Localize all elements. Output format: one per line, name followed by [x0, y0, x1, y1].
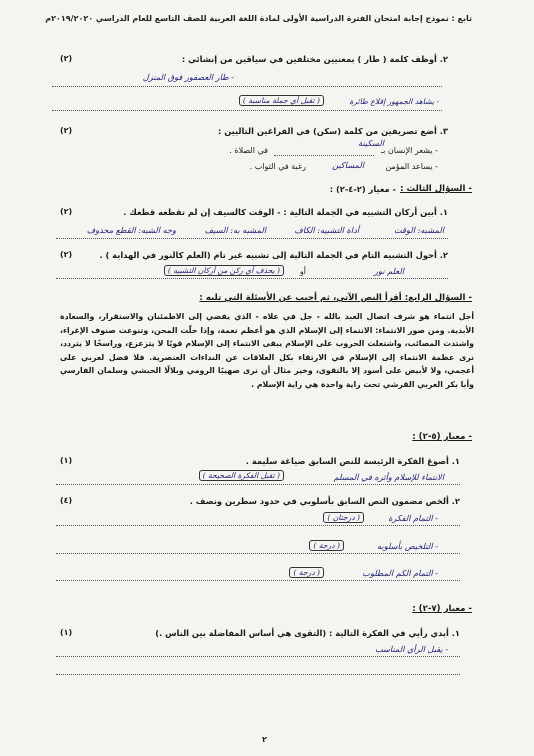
criterion-7-2-title: - معيار (٧-٢) : — [412, 604, 472, 614]
question-2-prompt: ٢. أوظف كلمة ( طار ) بمعنيين مختلفين في سياقين من إنشائي : — [181, 54, 448, 64]
answer-line — [52, 86, 442, 87]
answer-line — [56, 553, 460, 554]
page-header: تابع : نموذج إجابة امتحان الفترة الدراسية الأولى لمادة اللغة العربية للصف التاسع للعام الدراسي ٢٠١٩/٢٠٢٠م — [45, 14, 472, 23]
answer-s3-1c: المشبه به: السيف — [204, 225, 266, 235]
c52-rubric-2: - التلخيص بأسلوبه — [377, 541, 438, 551]
c52-rubric-1-grade: ( درجتان ) — [323, 512, 364, 523]
question-3-mark: (٢) — [60, 126, 73, 135]
c72-answer-1: - يقبل الرأي المناسب — [374, 644, 448, 654]
c52-rubric-1: - التمام الفكرة — [388, 513, 438, 523]
answer-line — [52, 110, 442, 111]
answer-line — [56, 484, 460, 485]
answer-s3-1d: وجه الشبه: القطع محذوف — [86, 225, 176, 235]
answer-3b: المساكين — [332, 160, 364, 170]
answer-3a: السكينة — [358, 138, 384, 148]
fill-line-1b: في الصلاة . — [229, 146, 268, 155]
c52-rubric-3-grade: ( درجة ) — [289, 567, 324, 578]
answer-2a: - طار العصفور فوق المنزل — [142, 72, 234, 82]
fill-line-2a: - يساعد المؤمن — [385, 162, 438, 171]
s3-question-1-mark: (٢) — [60, 207, 73, 216]
section-4-title: - السؤال الرابع: أقرأ النص الآتي، ثم أجيب عن الأسئلة التي تليه : — [199, 293, 472, 303]
grading-note-2: ( تقبل أي جملة مناسبة ) — [239, 95, 324, 106]
answer-line — [56, 238, 448, 239]
c52-answer-1: الانتماء للإسلام وأثره في المسلم — [333, 472, 444, 482]
answer-s3-1b: أداة التشبيه: الكاف — [294, 225, 359, 235]
c52-rubric-3: - التمام الكم المطلوب — [362, 568, 438, 578]
question-3-prompt: ٣. أضع تصريفين من كلمة (سكن) في الفراغين التاليين : — [217, 126, 448, 136]
s3-question-1: ١. أبين أركان التشبيه في الجملة التالية : - الوقت كالسيف إن لم تقطعه قطعك . — [123, 207, 448, 217]
fill-line-2b: رغبة في الثواب . — [249, 162, 306, 171]
reading-passage: أجل انتماء هو شرف اتصال العبد بالله - جل في علاه - الذي يفضي إلى الاطمئنان والاستقرار، والسعادة الأبدية. ومن صور الانتماء: الانتماء إلى الإسلام الذي هو أعظم نعمة، وإذا حلّت المحن، وتنوعت صنوف الإغراء، واشتدت المصائب، واشتعلت الحروب على الإسلام يبقى الانتماء إلى الإسلام قويًا لا يتزعزع، وراسخًا لا يتردد، نرى عظمة الانتماء إلى الإسلام في الارتقاء بكل العلاقات عن النداءات العنصرية. فلا فضل لعربي على أعجمي، ولا لأبيض على أسود إلا بالتقوى، وخير مثال أن نرى صهيبًا الرومي وبلالًا الحبشي وسلمان الفارسي وأبا بكر العربي القرشي تحت راية واحدة هي راية الإسلام . — [60, 312, 474, 389]
c52-note-1: ( تقبل الفكرة الصحيحة ) — [199, 470, 284, 481]
section-3-title: - السؤال الثالث : — [400, 184, 472, 194]
c72-question-1: ١. أبدي رأيي في الفكرة التالية : (التقوى هي أساس المفاضلة بين الناس .) — [155, 628, 460, 638]
answer-s3-2a: العلم نور — [374, 266, 404, 276]
c52-question-1: ١. أصوغ الفكرة الرئيسة للنص السابق صياغة سليمة . — [245, 456, 460, 466]
s3-question-2: ٢. أحول التشبيه التام في الجملة التالية إلى تشبيه غير تام (العلم كالنور في الهداية ) . — [99, 250, 448, 260]
criterion-5-2-title: - معيار (٥-٢) : — [412, 432, 472, 442]
question-2-mark: (٢) — [60, 54, 73, 63]
c52-question-1-mark: (١) — [60, 456, 73, 465]
answer-s3-1a: المشبه: الوقت — [394, 225, 444, 235]
answer-s3-2-or: أو — [299, 267, 306, 276]
blank-line — [274, 155, 374, 156]
page-number: ٢ — [262, 735, 267, 744]
c52-question-2: ٢. ألخص مضمون النص السابق بأسلوبي في حدود سطرين ونصف . — [189, 496, 460, 506]
fill-line-1a: - يشعر الإنسان بـ — [380, 146, 438, 155]
answer-line — [56, 674, 460, 675]
answer-line — [56, 656, 460, 657]
answer-line — [56, 525, 460, 526]
c72-question-1-mark: (١) — [60, 628, 73, 637]
answer-line — [56, 278, 448, 279]
answer-2b: - يشاهد الجمهور إقلاع طائرة — [349, 97, 439, 106]
answer-line — [56, 580, 460, 581]
c52-rubric-2-grade: ( درجة ) — [309, 540, 344, 551]
answer-s3-2b: ( يحذف أي ركن من أركان التشبيه ) — [164, 265, 284, 276]
section-3-criterion: - معيار (٢-٤-٢) : — [329, 184, 396, 194]
c52-question-2-mark: (٤) — [60, 496, 73, 505]
s3-question-2-mark: (٢) — [60, 250, 73, 259]
